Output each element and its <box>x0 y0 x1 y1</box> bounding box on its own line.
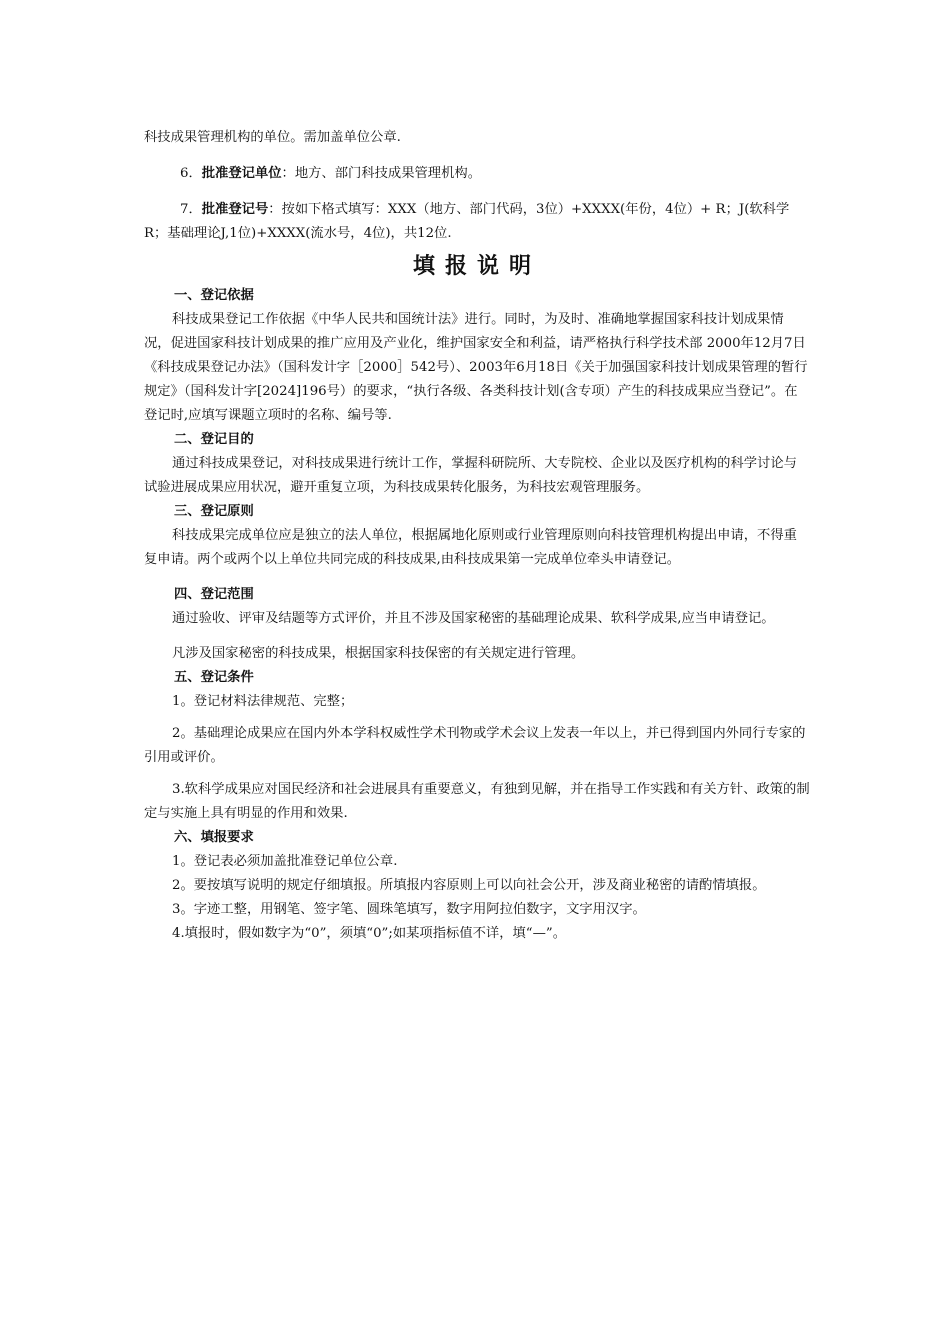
section-1-body: 科技成果登记工作依据《中华人民共和国统计法》进行。同时，为及时、准确地掌握国家科技计划成果情况，促进国家科技计划成果的推广应用及产业化，维护国家安全和利益，请严格执行科学技术部 2000年12月7日《科技成果登记办法》（国科发计字［2000］542号）、2003年6月18日《关于加强国家科技计划成果管理的暂行规定》（国科发计字[2024]196号）的要求，“执行各级、各类科技计划(含专项）产生的科技成果应当登记”。在登记时,应填写课题立项时的名称、编号等. <box>144 312 808 423</box>
section-5-item: 2。基础理论成果应在国内外本学科权威性学术刊物或学术会议上发表一年以上，并已得到国内外同行专家的引用或评价。 <box>144 726 806 765</box>
document-page <box>144 126 810 946</box>
section-2-heading: 二、登记目的 <box>174 432 254 447</box>
item-6 <box>144 162 810 186</box>
section-4-body-2: 凡涉及国家秘密的科技成果，根据国家科技保密的有关规定进行管理。 <box>172 646 585 661</box>
section-3-body: 科技成果完成单位应是独立的法人单位，根据属地化原则或行业管理原则向科技管理机构提出申请，不得重复申请。两个或两个以上单位共同完成的科技成果,由科技成果第一完成单位牵头申请登记。 <box>144 528 797 567</box>
section-4-body: 通过验收、评审及结题等方式评价，并且不涉及国家秘密的基础理论成果、软科学成果,应当申请登记。 <box>172 611 775 626</box>
section-6-heading: 六、填报要求 <box>174 830 254 845</box>
item-6-label: 批准登记单位 <box>201 166 282 181</box>
section-2-body: 通过科技成果登记，对科技成果进行统计工作，掌握科研院所、大专院校、企业以及医疗机构的科学讨论与试验进展成果应用状况，避开重复立项，为科技成果转化服务，为科技宏观管理服务。 <box>144 456 797 495</box>
item-7 <box>144 198 810 246</box>
section-6-item: 2。要按填写说明的规定仔细填报。所填报内容原则上可以向社会公开，涉及商业秘密的请酌情填报。 <box>172 878 766 893</box>
continuation-text: 科技成果管理机构的单位。需加盖单位公章. <box>144 130 401 145</box>
section-1-heading: 一、登记依据 <box>174 288 254 303</box>
item-7-text: ：按如下格式填写：XXX（地方、部门代码，3位）+XXXX(年份，4位）+ R；J(软科学R；基础理论J,1位)+XXXX(流水号，4位)，共12位. <box>144 202 790 241</box>
section-4-heading: 四、登记范围 <box>174 587 254 602</box>
section-6-item: 4.填报时，假如数字为“0”，须填“0”;如某项指标值不详，填“—”。 <box>172 926 566 941</box>
item-7-number: 7． <box>180 202 202 217</box>
section-6-item: 3。字迹工整，用钢笔、签字笔、圆珠笔填写，数字用阿拉伯数字，文字用汉字。 <box>172 902 646 917</box>
section-5-item: 1。登记材料法律规范、完整； <box>172 694 354 709</box>
page-title: 填报说明 <box>412 254 541 279</box>
item-7-label: 批准登记号 <box>201 202 269 217</box>
item-6-number: 6． <box>180 166 202 181</box>
item-6-text: ：地方、部门科技成果管理机构。 <box>281 166 481 181</box>
section-6-item: 1。登记表必须加盖批准登记单位公章. <box>172 854 398 869</box>
section-5-heading: 五、登记条件 <box>174 670 254 685</box>
section-3-heading: 三、登记原则 <box>174 504 254 519</box>
section-5-item: 3.软科学成果应对国民经济和社会进展具有重要意义，有独到见解，并在指导工作实践和有关方针、政策的制定与实施上具有明显的作用和效果. <box>144 782 810 821</box>
